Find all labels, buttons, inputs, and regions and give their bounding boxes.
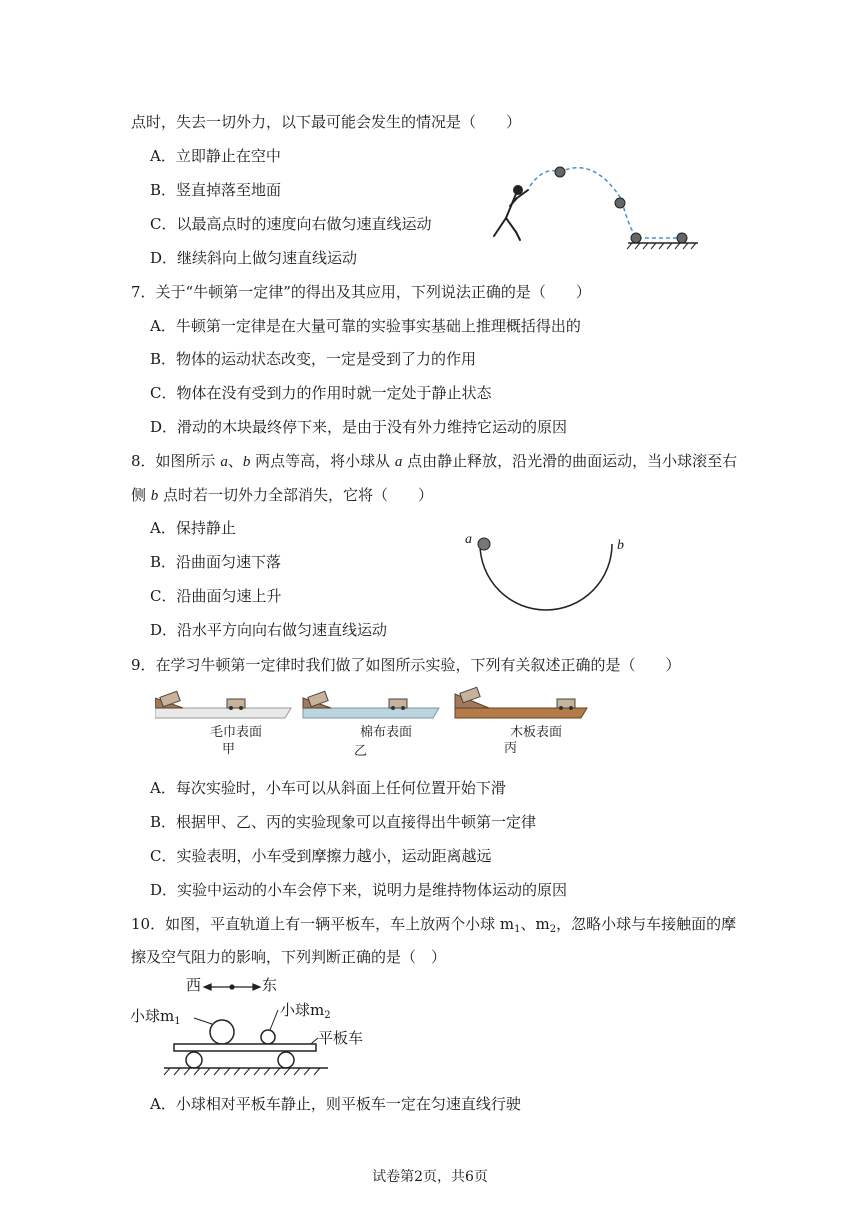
q9-option-c: C．实验表明，小车受到摩擦力越小，运动距离越远 (150, 847, 492, 865)
q6-trajectory-figure (484, 160, 704, 250)
ball-4 (677, 233, 687, 243)
q8-option-c: C．沿曲面匀速上升 (150, 587, 282, 605)
q10-cart-label: 平板车 (318, 1029, 364, 1047)
q7-option-c: C．物体在没有受到力的作用时就一定处于静止状态 (150, 384, 492, 402)
q6-option-a: A．立即静止在空中 (150, 147, 281, 165)
curved-track (480, 544, 612, 610)
q7-stem: 7．关于“牛顿第一定律”的得出及其应用，下列说法正确的是（ ） (131, 283, 591, 301)
cart-board (174, 1044, 316, 1051)
q8-option-d: D．沿水平方向向右做匀速直线运动 (150, 621, 388, 639)
ball-3 (631, 233, 641, 243)
q7-option-a: A．牛顿第一定律是在大量可靠的实验事实基础上推理概括得出的 (150, 317, 581, 335)
q10-stem-line-2: 擦及空气阻力的影响，下列判断正确的是（ ） (131, 948, 447, 966)
ball-1 (555, 167, 565, 177)
q9-surface-3: 木板表面 (510, 725, 563, 740)
q10-cart-figure (160, 980, 400, 1080)
q8-label-b: b (617, 538, 624, 553)
q7-option-d: D．滑动的木块最终停下来，是由于没有外力维持它运动的原因 (150, 418, 568, 436)
q8-curve-figure (460, 530, 640, 614)
ball-at-a (478, 538, 490, 550)
q10-ball1-label: 小球$m_1$ (130, 1007, 181, 1027)
q8-stem-line-2: 侧 b 点时若一切外力全部消失，它将（ ） (131, 486, 434, 504)
q10-option-a: A．小球相对平板车静止，则平板车一定在匀速直线行驶 (150, 1095, 521, 1113)
ball-m2 (261, 1030, 275, 1044)
q10-east-label: 东 (262, 976, 278, 994)
q9-experiment-figure (155, 686, 595, 726)
direction-arrow (204, 984, 260, 990)
q9-stem: 9．在学习牛顿第一定律时我们做了如图所示实验，下列有关叙述正确的是（ ） (131, 656, 681, 674)
q8-label-a: a (465, 532, 472, 547)
q6-option-d: D．继续斜向上做匀速直线运动 (150, 249, 358, 267)
towel-surface-panel (155, 691, 291, 718)
q10-ball2-label: 小球$m_2$ (280, 1001, 331, 1021)
q6-option-c: C．以最高点时的速度向右做匀速直线运动 (150, 215, 432, 233)
wheel-right (278, 1052, 294, 1068)
cotton-surface-panel (303, 691, 439, 718)
q9-surface-1: 毛巾表面 (210, 725, 263, 740)
ball-m1 (210, 1020, 234, 1044)
q9-option-d: D．实验中运动的小车会停下来，说明力是维持物体运动的原因 (150, 881, 568, 899)
q10-west-label: 西 (186, 976, 202, 994)
q6-stem: 点时，失去一切外力，以下最可能会发生的情况是（ ） (131, 113, 522, 131)
ball-2 (615, 198, 625, 208)
q7-option-b: B．物体的运动状态改变，一定是受到了力的作用 (150, 350, 477, 368)
q9-option-b: B．根据甲、乙、丙的实验现象可以直接得出牛顿第一定律 (150, 813, 537, 831)
page-footer: 试卷第2页，共6页 (372, 1169, 488, 1185)
q9-tag-1: 甲 (222, 742, 236, 757)
wood-surface-panel (455, 687, 587, 718)
wheel-left (186, 1052, 202, 1068)
q9-tag-2: 乙 (354, 744, 368, 759)
q6-option-b: B．竖直掉落至地面 (150, 181, 282, 199)
q9-option-a: A．每次实验时，小车可以从斜面上任何位置开始下滑 (150, 779, 506, 797)
q8-option-b: B．沿曲面匀速下落 (150, 553, 282, 571)
trajectory-path (530, 168, 680, 238)
q8-stem-line-1: 8．如图所示 a、b 两点等高，将小球从 a 点由静止释放，沿光滑的曲面运动，当小球滚至右 (131, 452, 738, 470)
q10-stem-line-1: 10．如图，平直轨道上有一辆平板车，车上放两个小球 $m_1$、$m_2$，忽略小球与车接触面的摩 (131, 915, 737, 935)
q9-tag-3: 丙 (504, 741, 518, 756)
thrower-icon (494, 186, 528, 240)
q9-surface-2: 棉布表面 (360, 725, 413, 740)
q8-option-a: A．保持静止 (150, 519, 236, 537)
